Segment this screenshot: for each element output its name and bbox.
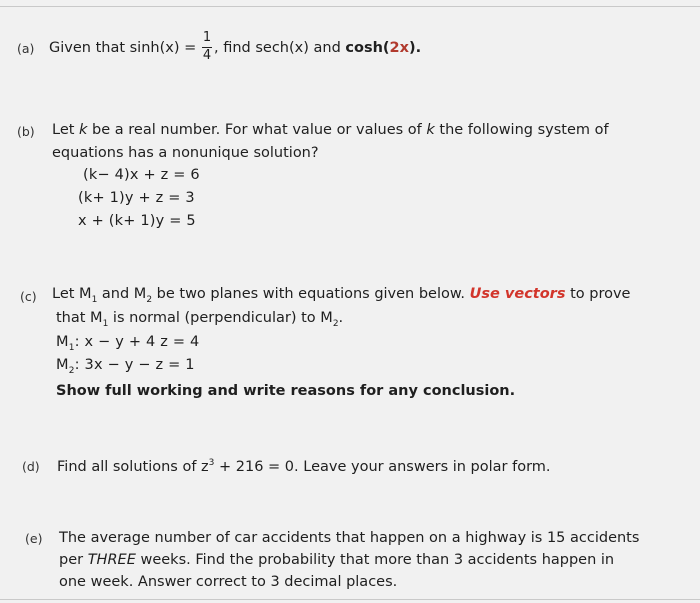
label-b: (b) bbox=[17, 124, 35, 139]
equation-b2: (k+ 1)y + z = 3 bbox=[78, 190, 195, 206]
plane-m1-equation: $M_1$: x − y + 4 z = 4 bbox=[56, 334, 200, 353]
question-c-line1: Let $M_1$ and $M_2$ be two planes with equations given below. Use vectors to prove bbox=[52, 286, 631, 305]
question-e-line1: The average number of car accidents that happen on a highway is 15 accidents bbox=[59, 530, 640, 546]
label-a: (a) bbox=[17, 41, 35, 56]
label-d: (d) bbox=[22, 459, 40, 474]
question-c-line2: that $M_1$ is normal (perpendicular) to $M_2$. bbox=[56, 310, 344, 329]
equation-b1: (k− 4)x + z = 6 bbox=[83, 167, 200, 183]
question-a-text-2: , find sech(x) and cosh(2x). bbox=[214, 40, 422, 56]
top-divider bbox=[0, 6, 700, 7]
question-e-line3: one week. Answer correct to 3 decimal places. bbox=[59, 574, 398, 590]
instruction-show-working: Show full working and write reasons for any conclusion. bbox=[56, 383, 516, 399]
bottom-divider bbox=[0, 599, 700, 600]
question-d-text: Find all solutions of $z^3 + 216 = 0$. Leave your answers in polar form. bbox=[57, 458, 551, 475]
label-e: (e) bbox=[25, 531, 43, 546]
fraction-one-quarter: 1 4 bbox=[202, 30, 212, 63]
equation-b3: x + (k+ 1)y = 5 bbox=[78, 213, 196, 229]
plane-m2-equation: $M_2$: 3x − y − z = 1 bbox=[56, 357, 195, 376]
question-b-line1: Let k be a real number. For what value or values of k the following system of bbox=[52, 122, 609, 138]
question-b-line2: equations has a nonunique solution? bbox=[52, 145, 319, 161]
question-e-line2: per THREE weeks. Find the probability that more than 3 accidents happen in bbox=[59, 552, 615, 568]
label-c: (c) bbox=[20, 289, 37, 304]
question-a-text: Given that sinh(x) = bbox=[49, 40, 197, 56]
